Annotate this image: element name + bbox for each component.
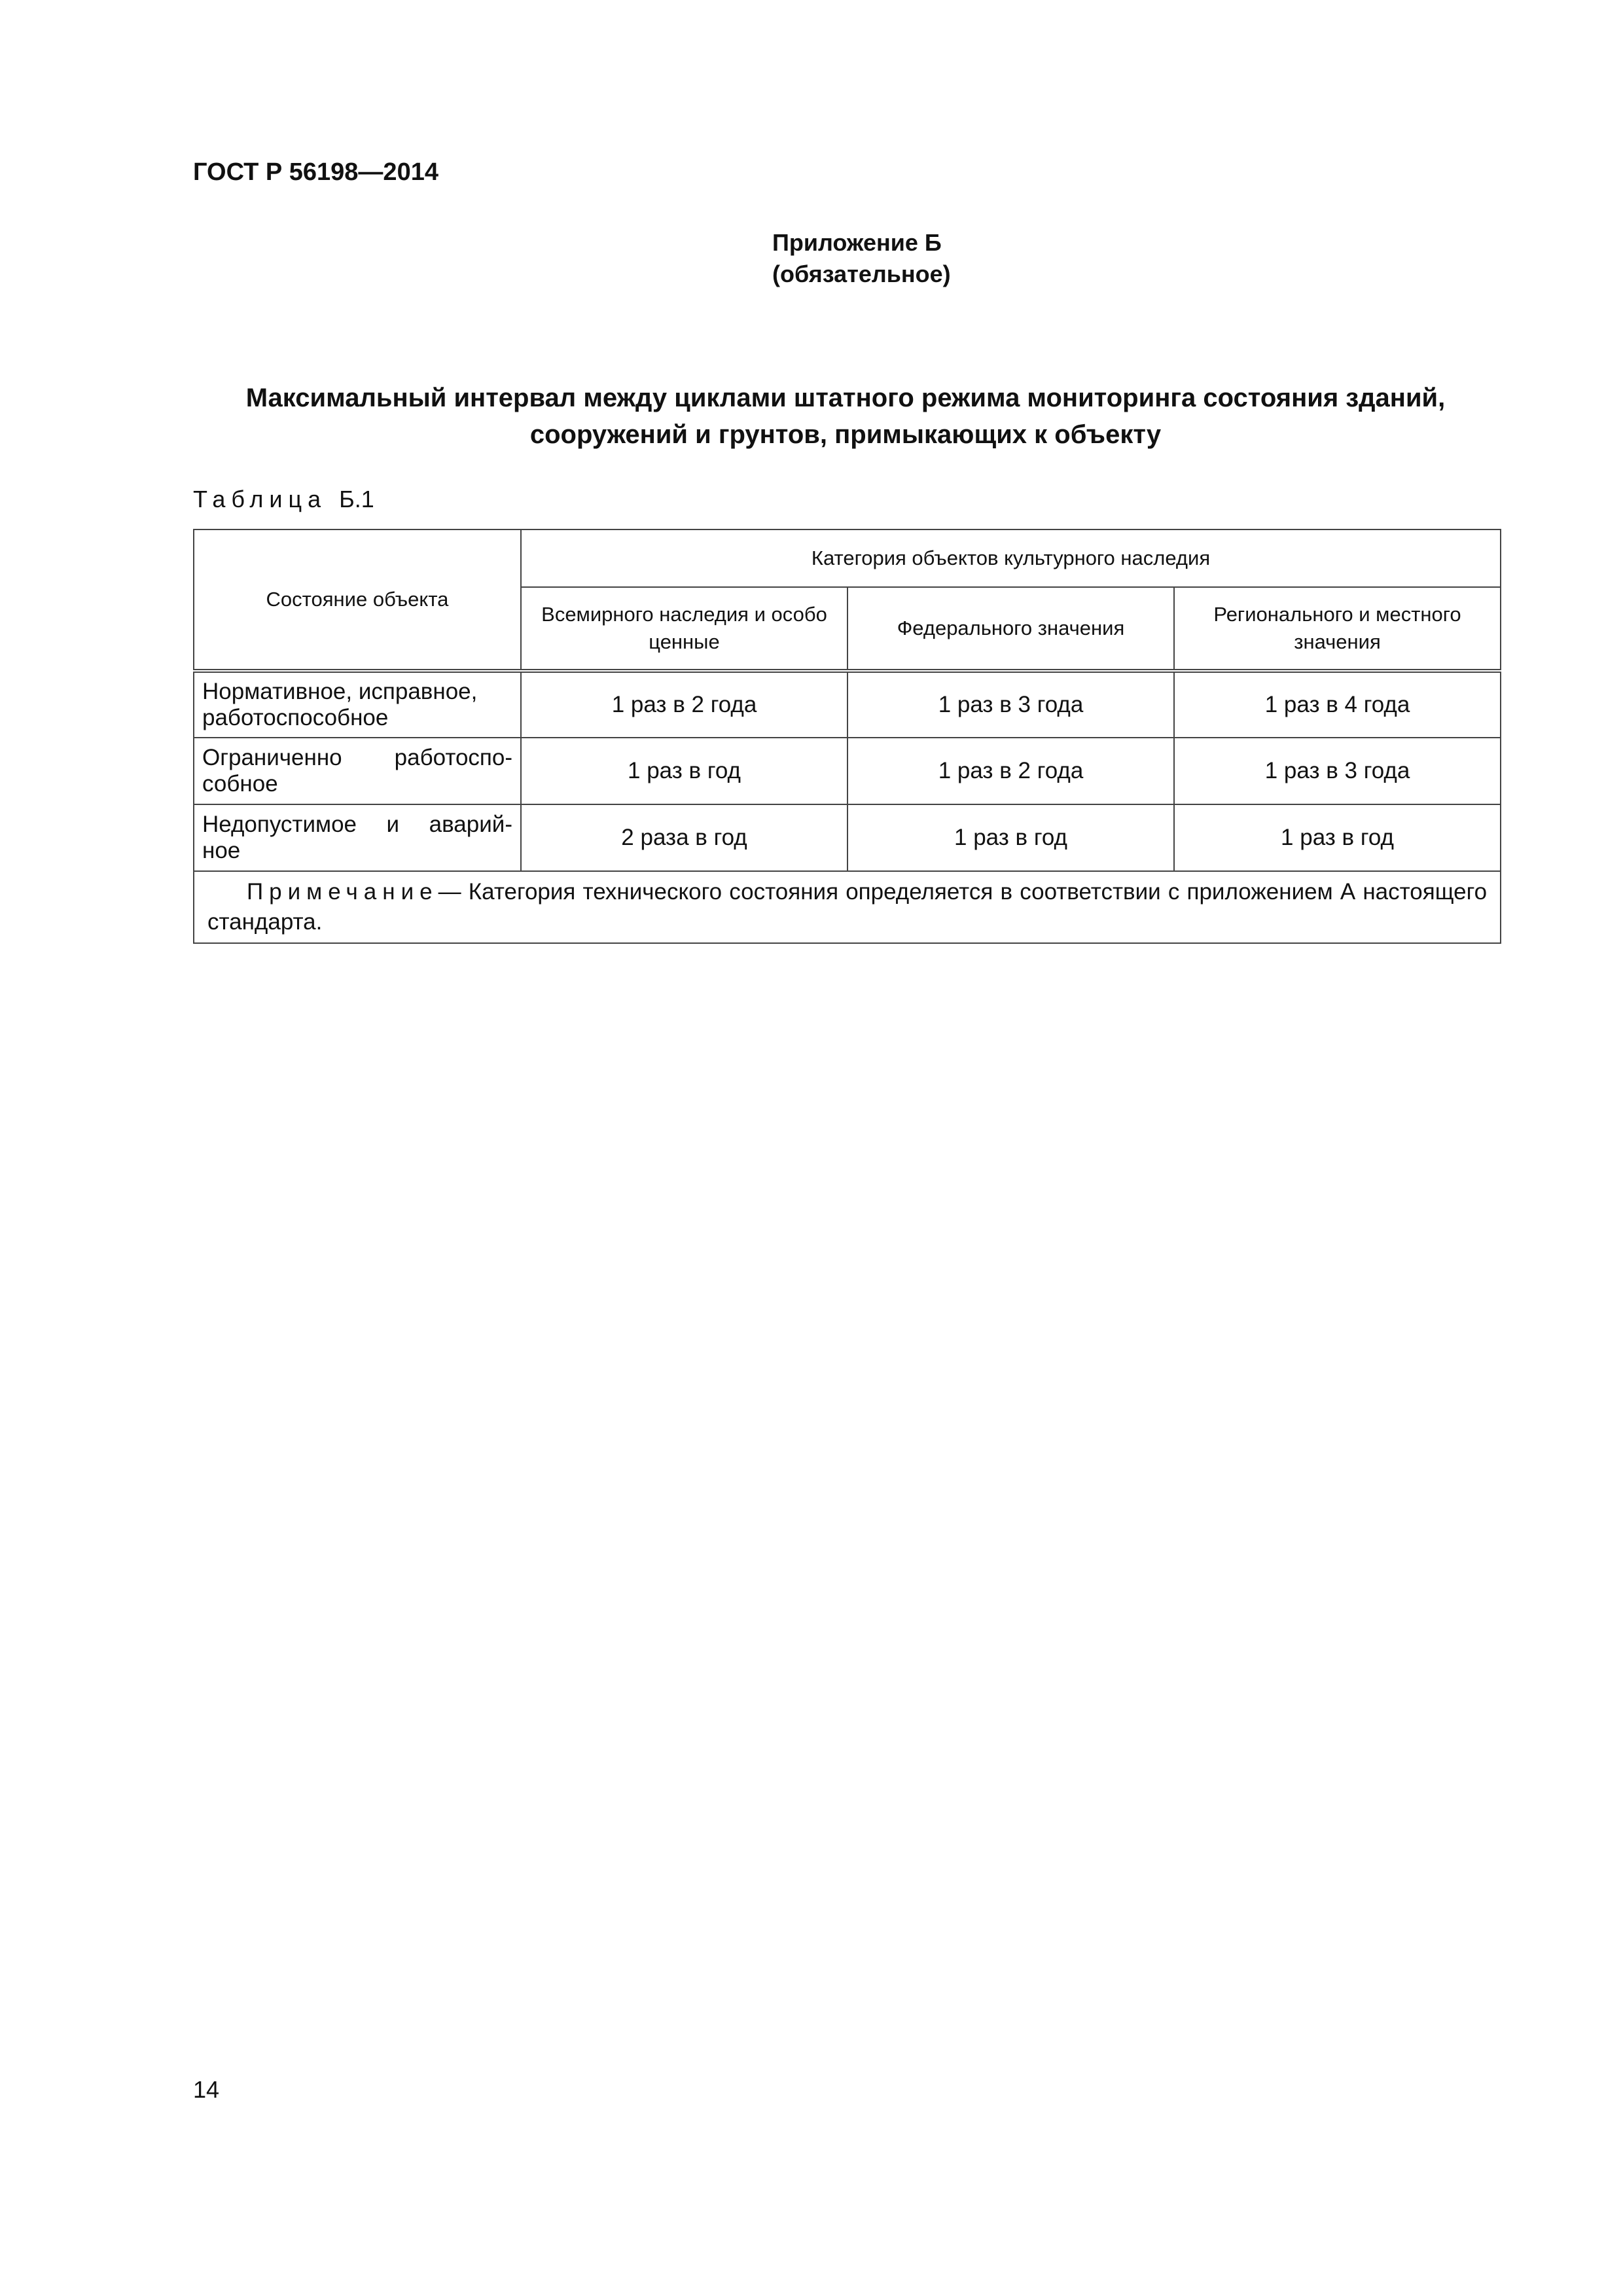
- row-value-world: 1 раз в год: [521, 738, 847, 804]
- header-federal: Федерального значения: [847, 587, 1174, 671]
- table-note-row: [194, 871, 1501, 943]
- row-state: [194, 804, 521, 871]
- interval-table: [193, 529, 1501, 944]
- row-value-federal: 1 раз в 3 года: [847, 671, 1174, 738]
- title-line-2: сооружений и грунтов, примыкающих к объекту: [529, 420, 1162, 449]
- row-value-world: 1 раз в 2 года: [521, 671, 847, 738]
- row-value-regional: 1 раз в 3 года: [1174, 738, 1501, 804]
- annex-title: Приложение Б: [772, 229, 942, 256]
- page-number: 14: [193, 2076, 220, 2103]
- row-state-line-1: Недопустимое и аварий-: [202, 812, 512, 837]
- header-category-group: Категория объектов культурного наследия: [521, 529, 1501, 587]
- row-state-line-1: Ограниченно работоспо-: [202, 745, 512, 770]
- row-value-regional: 1 раз в год: [1174, 804, 1501, 871]
- row-state-line-2: ное: [202, 838, 241, 863]
- annex-status: (обязательное): [772, 260, 951, 287]
- row-state-line-1: Нормативное, исправное,: [202, 679, 478, 704]
- table-note: [194, 871, 1501, 943]
- row-value-world: 2 раза в год: [521, 804, 847, 871]
- row-value-federal: 1 раз в 2 года: [847, 738, 1174, 804]
- note-text: — Категория технического состояния определяется в соответствии с приложением А настоящего стандарта.: [207, 879, 1488, 935]
- table-caption-word: Таблица: [193, 486, 327, 512]
- row-state: [194, 738, 521, 804]
- note-lead: Примечание: [247, 879, 438, 905]
- row-state-line-2: работоспособное: [202, 705, 389, 730]
- row-value-federal: 1 раз в год: [847, 804, 1174, 871]
- row-state-line-2: собное: [202, 771, 278, 797]
- header-state: Состояние объекта: [194, 529, 521, 671]
- row-value-regional: 1 раз в 4 года: [1174, 671, 1501, 738]
- header-regional: Регионального и местного значения: [1174, 587, 1501, 671]
- table-row: [194, 738, 1501, 804]
- table-header-row: [194, 529, 1501, 587]
- table-caption-number: Б.1: [339, 486, 374, 512]
- table-caption: [193, 486, 374, 513]
- table-row: [194, 671, 1501, 738]
- header-world-heritage: Всемирного наследия и особо ценные: [521, 587, 847, 671]
- document-title: [193, 380, 1498, 453]
- title-line-1: Максимальный интервал между циклами штатного режима мониторинга состояния зданий,: [245, 384, 1446, 412]
- row-state: [194, 671, 521, 738]
- standard-code: ГОСТ Р 56198—2014: [193, 158, 438, 186]
- table-row: [194, 804, 1501, 871]
